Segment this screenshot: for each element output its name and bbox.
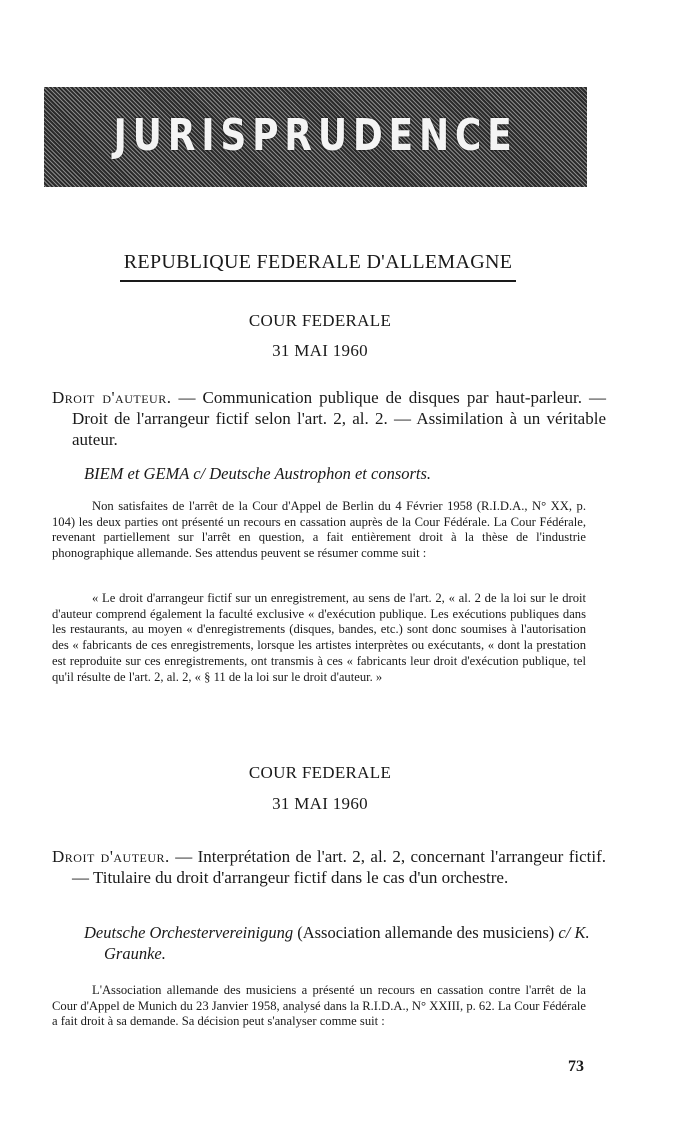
subject-lead-1: Droit d'auteur.: [52, 388, 172, 407]
subject-text-1: — Communication publique de disques par haut-parleur. — Droit de l'arrangeur fictif selon l'art. 2, al. 2. — Assimilation à un véritable auteur.: [72, 388, 606, 449]
parties-2-middle: (Association allemande des musiciens): [293, 923, 559, 942]
summary-1: Non satisfaites de l'arrêt de la Cour d'Appel de Berlin du 4 Février 1958 (R.I.D.A., N° XX, p. 104) les deux parties ont présenté un recours en cassation auprès de la Cour Fédérale. La Cour Fédérale, revenant partiellement sur l'arrêt en question, a fait entièrement droit à la thèse de l'industrie phonographique allemande. Ses attendus peuvent se résumer comme suit :: [52, 499, 586, 561]
section-title: JURISPRUDENCE: [113, 110, 518, 161]
subject-lead-2: Droit d'auteur.: [52, 847, 170, 866]
subject-1: [52, 387, 606, 450]
page-number: 73: [568, 1058, 584, 1075]
quote-1: « Le droit d'arrangeur fictif sur un enregistrement, au sens de l'art. 2, « al. 2 de la loi sur le droit d'auteur comprend également la faculté exclusive « d'exécution publique. Les exécutions publiques dans les restaurants, au moyen « d'enregistrements (disques, bandes, etc.) sont donc soumises à l'autorisation des « fabricants de ces enregistrements, lorsque les artistes interprètes ou exécutants, « dont la prestation est reproduite sur ces enregistrements, ont transmis à ces « fabricants leur droit d'exécution publique, tel qu'il résulte de l'art. 2, al. 2, « § 11 de la loi sur le droit d'auteur. »: [52, 591, 586, 684]
court-name-1: COUR FEDERALE: [248, 311, 392, 330]
parties-1: BIEM et GEMA c/ Deutsche Austrophon et consorts.: [84, 464, 432, 483]
court-name-2: COUR FEDERALE: [248, 763, 392, 782]
subject-text-2: — Interprétation de l'art. 2, al. 2, concernant l'arrangeur fictif. — Titulaire du droit d'arrangeur fictif dans le cas d'un orchestre.: [72, 847, 606, 887]
parties-2-end: c/ K. Graunke.: [104, 923, 590, 963]
decision-date-1: 31 MAI 1960: [272, 341, 368, 360]
parties-2-name: Deutsche Orchestervereinigung: [84, 923, 294, 942]
parties-2: [84, 922, 606, 964]
subject-2: [52, 846, 606, 888]
summary-2: L'Association allemande des musiciens a présenté un recours en cassation contre l'arrêt de la Cour d'Appel de Munich du 23 Janvier 1958, analysé dans la R.I.D.A., N° XXIII, p. 62. La Cour Fédérale a fait droit à sa demande. Sa décision peut s'analyser comme suit :: [52, 983, 586, 1029]
decision-date-2: 31 MAI 1960: [272, 794, 368, 813]
section-banner: [44, 87, 587, 187]
country-heading: REPUBLIQUE FEDERALE D'ALLEMAGNE: [123, 251, 513, 273]
heading-underline: [120, 280, 516, 282]
